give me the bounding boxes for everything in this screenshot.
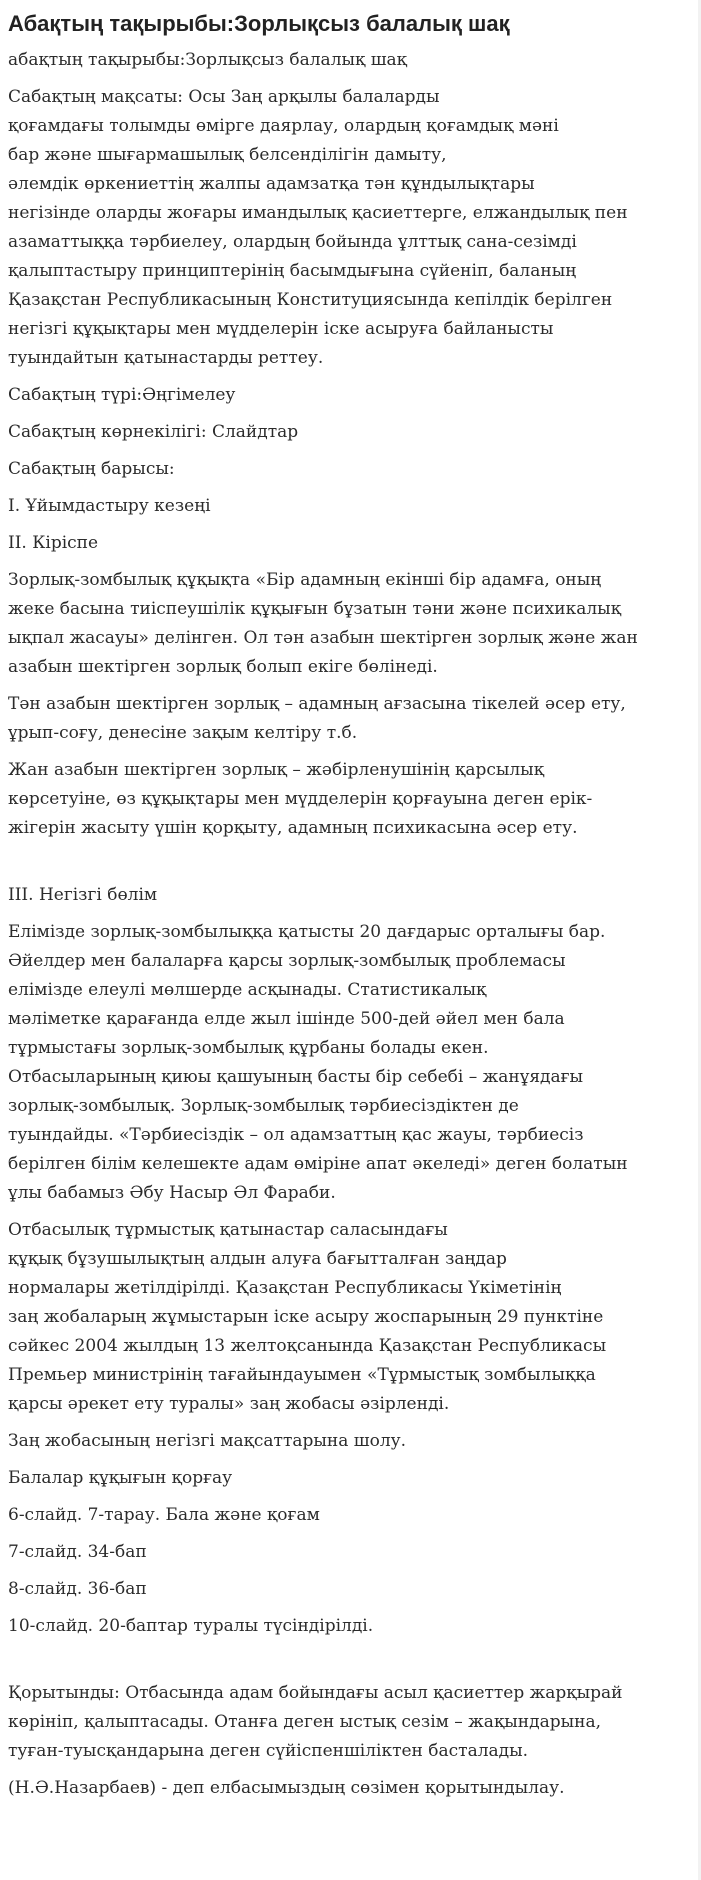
mental-violence-paragraph: Жан азабын шектірген зорлық – жәбірленушінің қарсылық көрсетуіне, өз құқықтары мен мүдделерін қорғауына деген ерік- жігерін жасыту үшін қорқыту, адамның психикасына әсер ету. <box>8 760 593 838</box>
slide-10-line: 10-слайд. 20-баптар туралы түсіндірілді. <box>8 1616 374 1636</box>
section-main-heading: ІІІ. Негізгі бөлім <box>8 885 158 905</box>
subtitle-line: абақтың тақырыбы:Зорлықсыз балалық шақ <box>8 50 407 70</box>
page-title: Абақтың тақырыбы:Зорлықсыз балалық шақ <box>8 11 510 36</box>
child-rights-line: Балалар құқығын қорғау <box>8 1468 233 1488</box>
law-review-line: Заң жобасының негізгі мақсаттарына шолу. <box>8 1431 407 1451</box>
section-introduction-heading: ІІ. Кіріспе <box>8 533 99 553</box>
section-spacer <box>8 851 689 881</box>
conclusion-paragraph: Қорытынды: Отбасында адам бойындағы асыл қасиеттер жарқырай көрініп, қалыптасады. Отанға деген ыстық сезім – жақындарына, туған-туысқандарына деген сүйіспеншіліктен басталады. <box>8 1683 623 1761</box>
lesson-goal-paragraph: Сабақтың мақсаты: Осы Заң арқылы балаларды қоғамдағы толымды өмірге даярлау, олардың қоғамдық мәні бар және шығармашылық белсенділігін дамыту, әлемдік өркениеттің жалпы адамзатқа тән құндылықтары негізінде оларды жоғары имандылық қасиеттерге, елжандылық пен азаматтыққа тәрбиелеу, олардың бойында ұлттық сана-сезімді қалыптастыру принциптерінің басымдығына сүйеніп, баланың Қазақстан Республикасының Конституциясында кепілдік берілген негізгі құқықтары мен мүдделерін іске асыруға байланысты туындайтын қатынастарды реттеу. <box>8 87 628 368</box>
closing-quote-line: (Н.Ә.Назарбаев) - деп елбасымыздың сөзімен қорытындылау. <box>8 1778 565 1798</box>
legislation-paragraph: Отбасылық тұрмыстық қатынастар саласындағы құқық бұзушылықтың алдын алуға бағытталған заңдар нормалары жетілдірілді. Қазақстан Республикасы Үкіметінің заң жобаларың жұмыстарын іске асыру жоспарының 29 пунктіне сәйкес 2004 жылдың 13 желтоқсанында Қазақстан Республикасы Премьер министрінің тағайындауымен «Тұрмыстық зомбылыққа қарсы әрекет ету туралы» заң жобасы әзірленді. <box>8 1220 607 1414</box>
physical-violence-paragraph: Тән азабын шектірген зорлық – адамның ағзасына тікелей әсер ету, ұрып-соғу, денесіне зақым келтіру т.б. <box>8 694 626 743</box>
lesson-type-line: Сабақтың түрі:Әңгімелеу <box>8 385 236 405</box>
slide-6-line: 6-слайд. 7-тарау. Бала және қоғам <box>8 1505 320 1525</box>
violence-definition-paragraph: Зорлық-зомбылық құқықта «Бір адамның екінші бір адамға, оның жеке басына тиіспеушілік құқығын бұзатын тәни және психикалық ықпал жасауы» делінген. Ол тән азабын шектірген зорлық және жан азабын шектірген зорлық болып екіге бөлінеді. <box>8 570 638 677</box>
lesson-process-line: Сабақтың барысы: <box>8 459 175 479</box>
section-spacer <box>8 1649 689 1679</box>
lesson-visuals-line: Сабақтың көрнекілігі: Слайдтар <box>8 422 299 442</box>
slide-7-line: 7-слайд. 34-бап <box>8 1542 147 1562</box>
section-organization-heading: І. Ұйымдастыру кезеңі <box>8 496 211 516</box>
slide-8-line: 8-слайд. 36-бап <box>8 1579 147 1599</box>
statistics-paragraph: Елімізде зорлық-зомбылыққа қатысты 20 дағдарыс орталығы бар. Әйелдер мен балаларға қарсы зорлық-зомбылық проблемасы елімізде елеулі мөлшерде асқынады. Статистикалық мәліметке қарағанда елде жыл ішінде 500-дей әйел мен бала тұрмыстағы зорлық-зомбылық құрбаны болады екен. Отбасыларының қиюы қашуының басты бір себебі – жанұядағы зорлық-зомбылық. Зорлық-зомбылық тәрбиесіздіктен де туындайды. «Тәрбиесіздік – ол адамзаттың қас жауы, тәрбиесіз берілген білім келешекте адам өміріне апат әкеледі» деген болатын ұлы бабамыз Әбу Насыр Әл Фараби. <box>8 922 628 1203</box>
